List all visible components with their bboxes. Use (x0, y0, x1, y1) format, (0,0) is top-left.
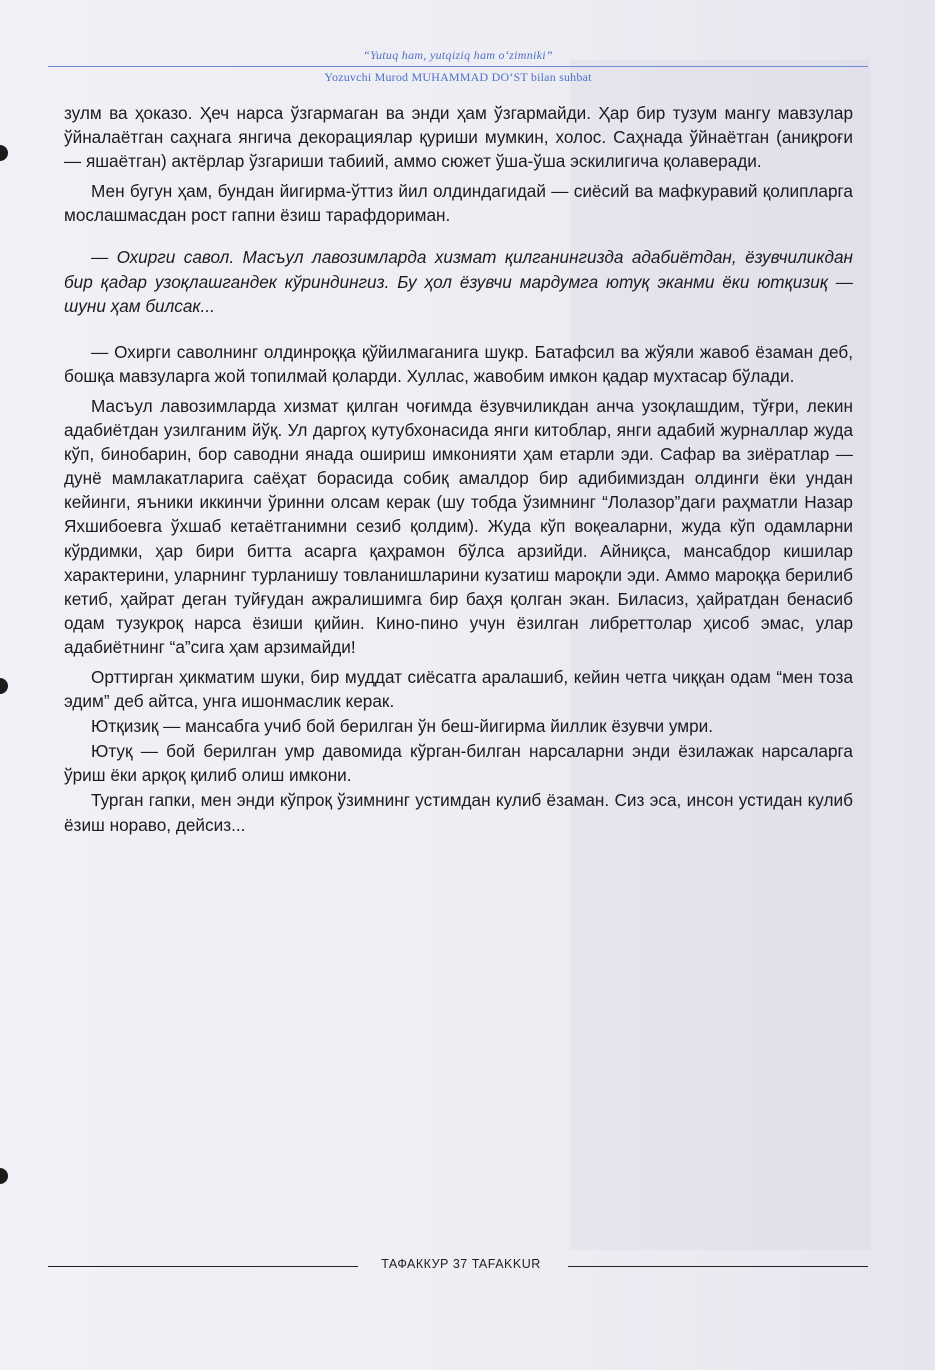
footer-rule-right (568, 1266, 868, 1267)
footer-rule-left (48, 1266, 358, 1267)
paragraph: Турган гапки, мен энди кўпроқ ўзимнинг устимдан кулиб ёзаман. Сиз эса, инсон устидан кулиб ёзиш нораво, дейсиз... (64, 790, 853, 835)
paragraph: Масъул лавозимларда хизмат қилган чоғимда ёзувчиликдан анча узоқлашдим, тўғри, лекин адабиётдан узилганим йўқ. Ул даргоҳ кутубхонасида янги китоблар, янги адабий журналлар жуда кўп, бинобарин, бор саводни янада ошириш имконияти ҳам етарли эди. Сафар ва зиёратлар — дунё мамлакатларига саёҳат борасида собиқ амалдор бир адибимиздан олдинги ёки ундан кейинги, яъники иккинчи ўринни олсам керак (шу тобда ўзимнинг “Лолазор”даги раҳматли Назар Яхшибоевга ўхшаб кетаётганимни сезиб қолдим). Жуда кўп воқеаларни, жуда кўп одамларни кўрдимки, ҳар бири битта асарга қаҳрамон бўлса арзийди. Айниқса, мансабдор кишилар характерини, уларнинг турланишу товланишларини кузатиш мароқли эди. Аммо мароққа берилиб кетиб, ҳайрат деган туйғудан ажралишимга бир баҳя қолган экан. Биласиз, ҳайратдан бенасиб одам тузукроқ нарса ёзиши қийин. Кино-пино учун ёзилган либреттолар ҳисоб эмас, улар адабиётнинг “а”сига ҳам арзимайди! (64, 395, 853, 657)
footer-label: ТАФАККУР 37 TAFAKKUR (381, 1257, 541, 1271)
interview-answer: — Охирги саволнинг олдинроққа қўйилмаганига шукр. Батафсил ва жўяли жавоб ёзаман деб, бошқа мавзуларга жой топилмай қоларди. Хуллас, жавобим имкон қадар мухтасар бўлади. (64, 341, 853, 386)
header-title: “Yutuq ham, yutqiziq ham o‘zimniki” (363, 48, 553, 62)
article-body (64, 101, 853, 843)
running-header (48, 48, 868, 85)
paragraph: Мен бугун ҳам, бундан йигирма-ўттиз йил олдиндагидай — сиёсий ва мафкуравий қолипларга мослашмасдан рост гапни ёзиш тарафдориман. (64, 181, 853, 226)
paragraph: Орттирган ҳикматим шуки, бир муддат сиёсатга аралашиб, кейин четга чиққан одам “мен тоза эдим” деб айтса, унга ишонмаслик керак. (64, 666, 853, 712)
page-footer (48, 1256, 868, 1276)
paragraph: Ютқизиқ — мансабга учиб бой берилган ўн беш-йигирма йиллик ёзувчи умри. (91, 716, 714, 737)
interview-question: — Охирги савол. Масъул лавозимларда хизмат қилганингизда адабиётдан, ёзувчиликдан бир қадар узоқлашгандек кўриндингиз. Бу ҳол ёзувчи мардумга ютуқ эканми ёки ютқизиқ — шуни ҳам билсак... (64, 247, 853, 316)
paragraph: Ютуқ — бой берилган умр давомида кўрган-билган нарсаларни энди ёзилажак нарсаларга ўриш ёки арқоқ қилиб олиш имкони. (64, 741, 853, 786)
paragraph-continuation: зулм ва ҳоказо. Ҳеч нарса ўзгармаган ва энди ҳам ўзгармайди. Ҳар бир тузум мангу мавзулар ўйналаётган саҳнага янгича декорациялар қуриши мумкин, холос. Саҳнада ўйнаётган (аниқроғи — яшаётган) актёрлар ўзгариши табиий, аммо сюжет ўша-ўша эскилигича қолаверади. (64, 103, 853, 172)
header-subtitle: Yozuvchi Murod MUHAMMAD DO‘ST bilan suhbat (324, 70, 592, 84)
header-rule (48, 66, 868, 67)
